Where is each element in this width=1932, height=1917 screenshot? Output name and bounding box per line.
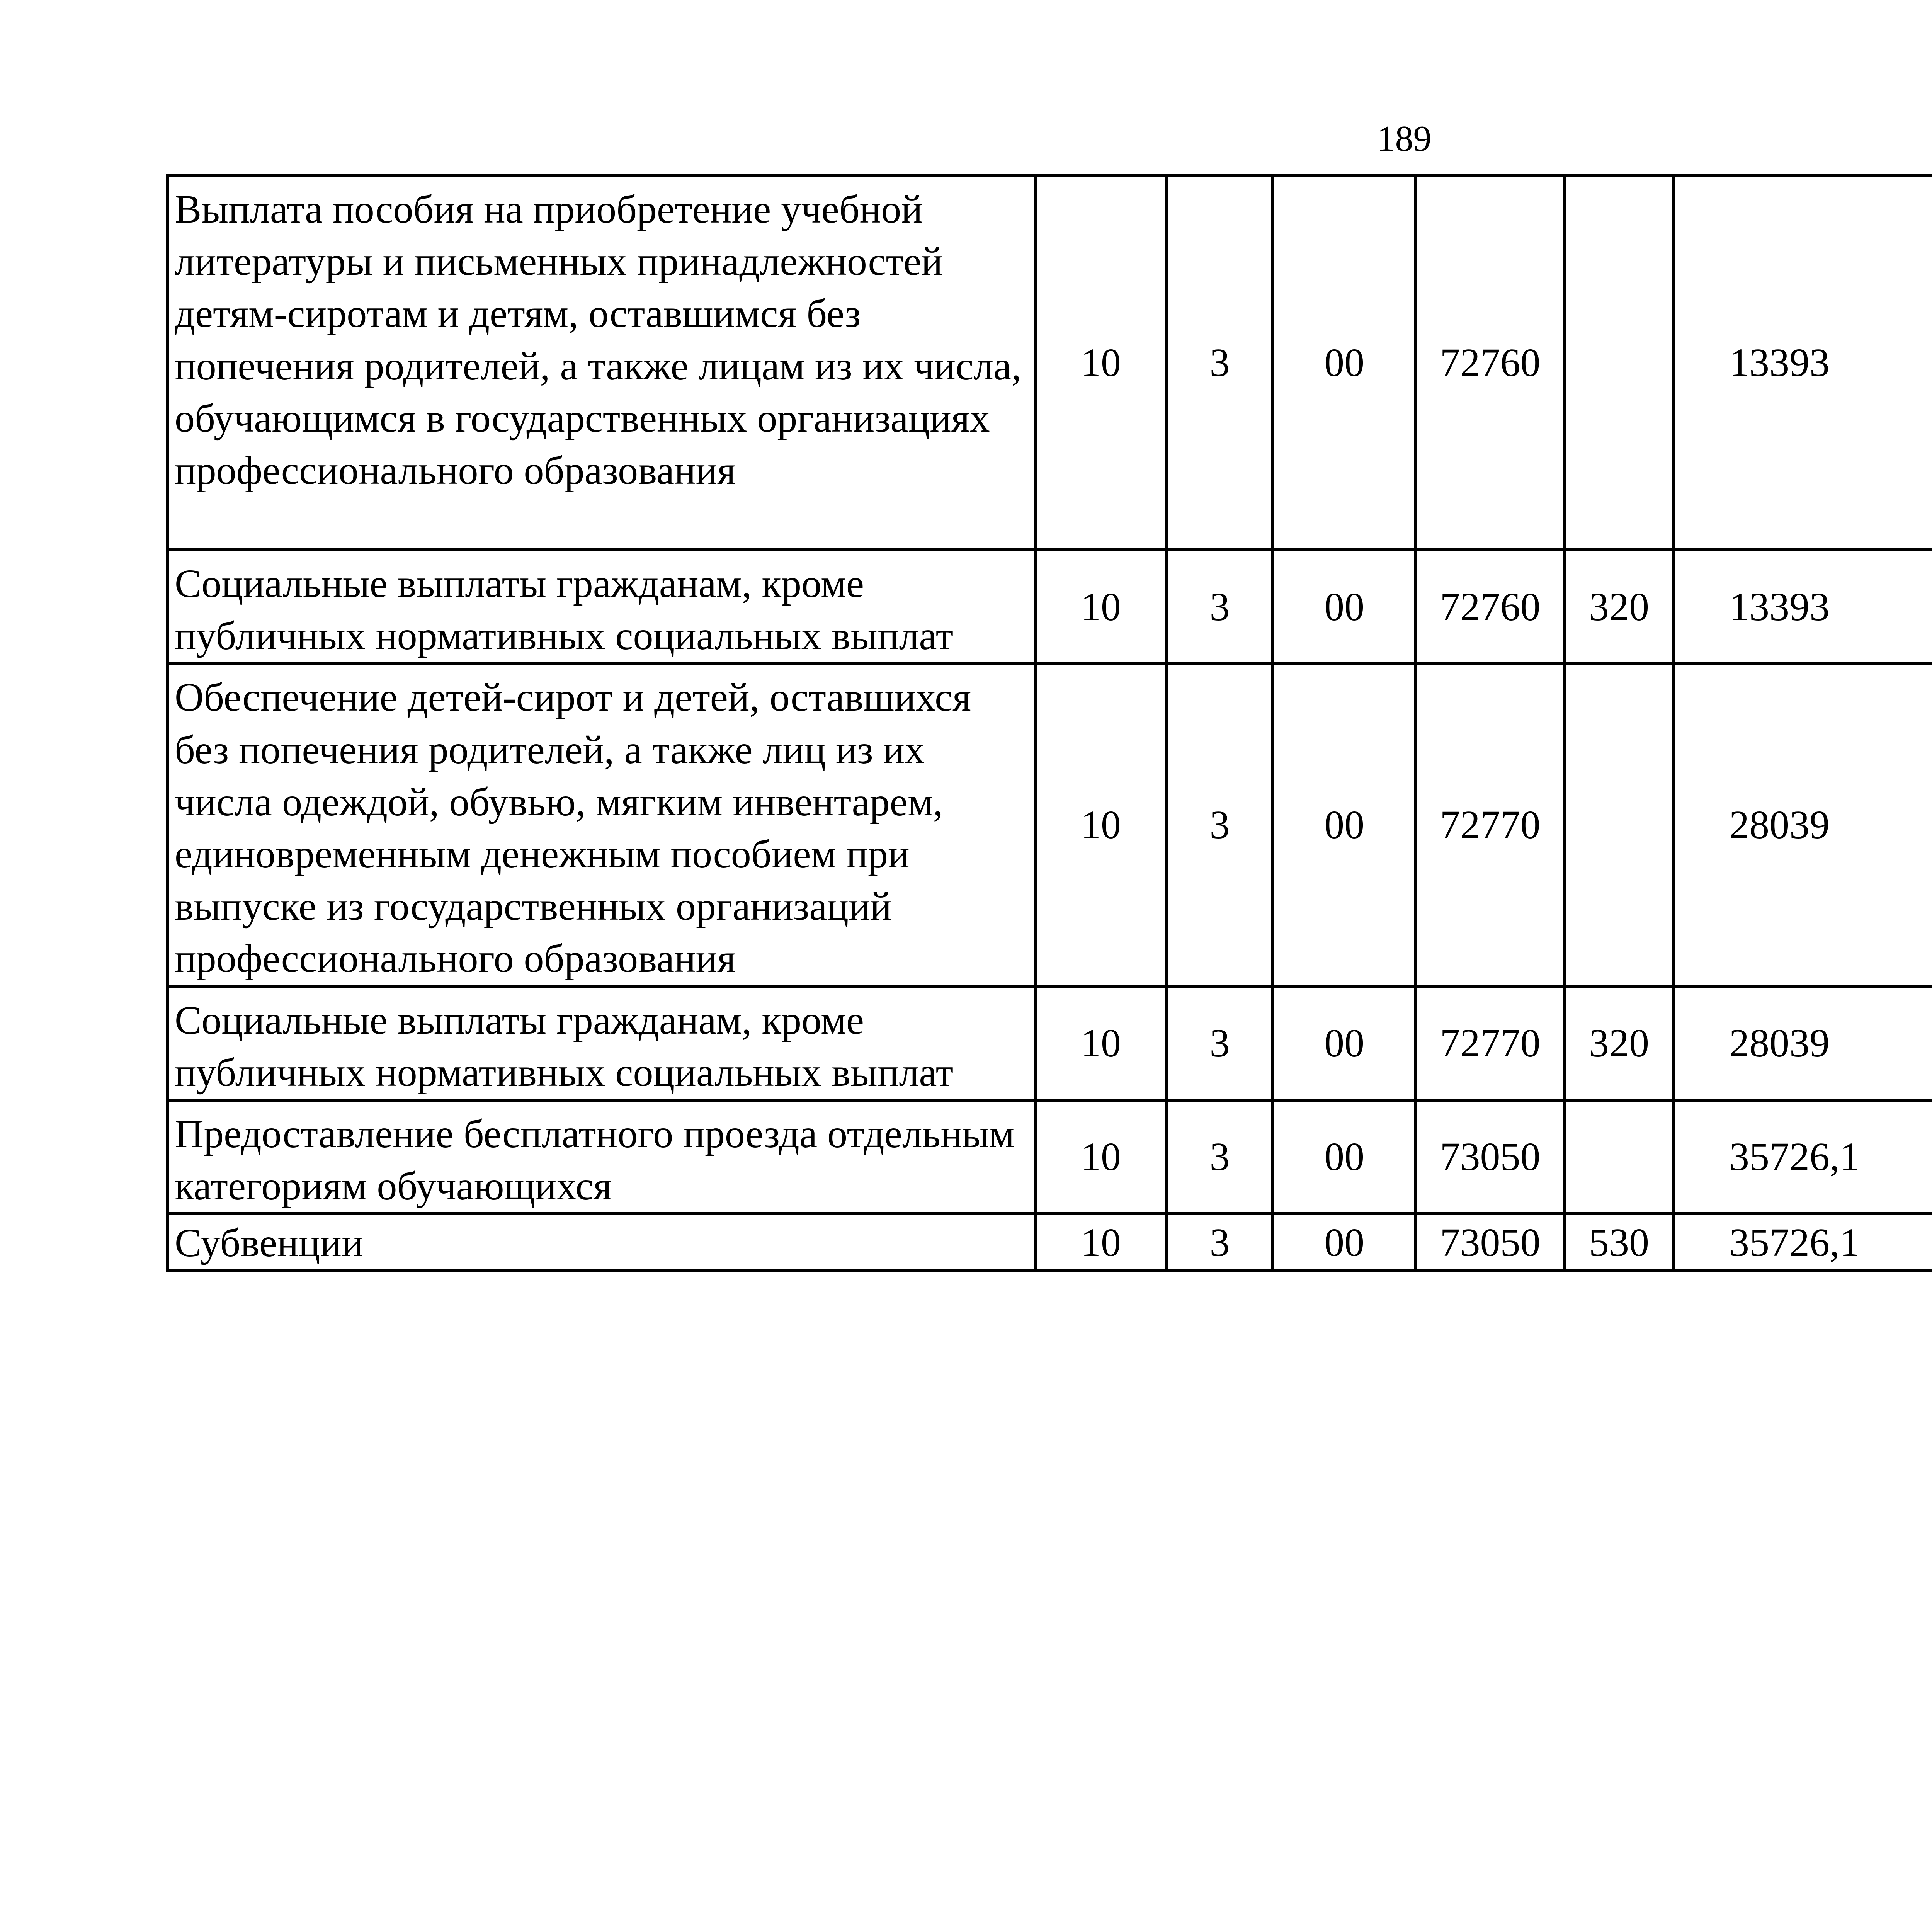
program-code: 00: [1273, 987, 1416, 1100]
subsection-code: 3: [1167, 663, 1273, 986]
program-code: 00: [1273, 1214, 1416, 1271]
amount-year-1: 28039: [1729, 803, 1830, 847]
section-code: 10: [1035, 663, 1167, 986]
amount-year-1: 28039: [1729, 1021, 1830, 1066]
row-name: Социальные выплаты гражданам, кроме публичных нормативных социальных выплат: [168, 550, 1035, 663]
table-row: [168, 550, 1932, 663]
amount-year-1: 35726,1: [1729, 1135, 1860, 1179]
table-row: [168, 1214, 1932, 1271]
amount-year-1: 35726,1: [1729, 1220, 1860, 1265]
subsection-code: 3: [1167, 1214, 1273, 1271]
amount-year-1: 13393: [1729, 584, 1830, 629]
section-code: 10: [1035, 175, 1167, 550]
subsection-code: 3: [1167, 175, 1273, 550]
table-row: [168, 663, 1932, 986]
target-code: 72770: [1416, 663, 1565, 986]
target-code: 73050: [1416, 1100, 1565, 1214]
expense-type-code: [1565, 175, 1673, 550]
subsection-code: 3: [1167, 1100, 1273, 1214]
row-name: Предоставление бесплатного проезда отдельным категориям обучающихся: [168, 1100, 1035, 1214]
expense-type-code: [1565, 663, 1673, 986]
target-code: 72760: [1416, 550, 1565, 663]
program-code: 00: [1273, 550, 1416, 663]
subsection-code: 3: [1167, 550, 1273, 663]
expense-type-code: 320: [1565, 550, 1673, 663]
target-code: 73050: [1416, 1214, 1565, 1271]
section-code: 10: [1035, 550, 1167, 663]
row-name: Субвенции: [168, 1214, 1035, 1271]
target-code: 72760: [1416, 175, 1565, 550]
section-code: 10: [1035, 1214, 1167, 1271]
row-name: Обеспечение детей-сирот и детей, оставшихся без попечения родителей, а также лиц из их числа одеждой, обувью, мягким инвентарем, единовременным денежным пособием при выпуске из государственных организаций профессионального образования: [168, 663, 1035, 986]
expense-type-code: [1565, 1100, 1673, 1214]
target-code: 72770: [1416, 987, 1565, 1100]
amount-year-1: 13393: [1729, 340, 1830, 385]
row-name: Выплата пособия на приобретение учебной литературы и письменных принадлежностей детям-сиротам и детям, оставшимся без попечения родителей, а также лицам из их числа, обучающимся в государственных организациях профессионального образования: [168, 175, 1035, 550]
subsection-code: 3: [1167, 987, 1273, 1100]
program-code: 00: [1273, 1100, 1416, 1214]
table-row: [168, 1100, 1932, 1214]
section-code: 10: [1035, 1100, 1167, 1214]
expense-type-code: 320: [1565, 987, 1673, 1100]
table-row: [168, 987, 1932, 1100]
program-code: 00: [1273, 663, 1416, 986]
program-code: 00: [1273, 175, 1416, 550]
page-number: 189: [1377, 119, 1432, 159]
budget-table: [166, 174, 1932, 1272]
row-name: Социальные выплаты гражданам, кроме публичных нормативных социальных выплат: [168, 987, 1035, 1100]
section-code: 10: [1035, 987, 1167, 1100]
table-row: [168, 175, 1932, 550]
expense-type-code: 530: [1565, 1214, 1673, 1271]
